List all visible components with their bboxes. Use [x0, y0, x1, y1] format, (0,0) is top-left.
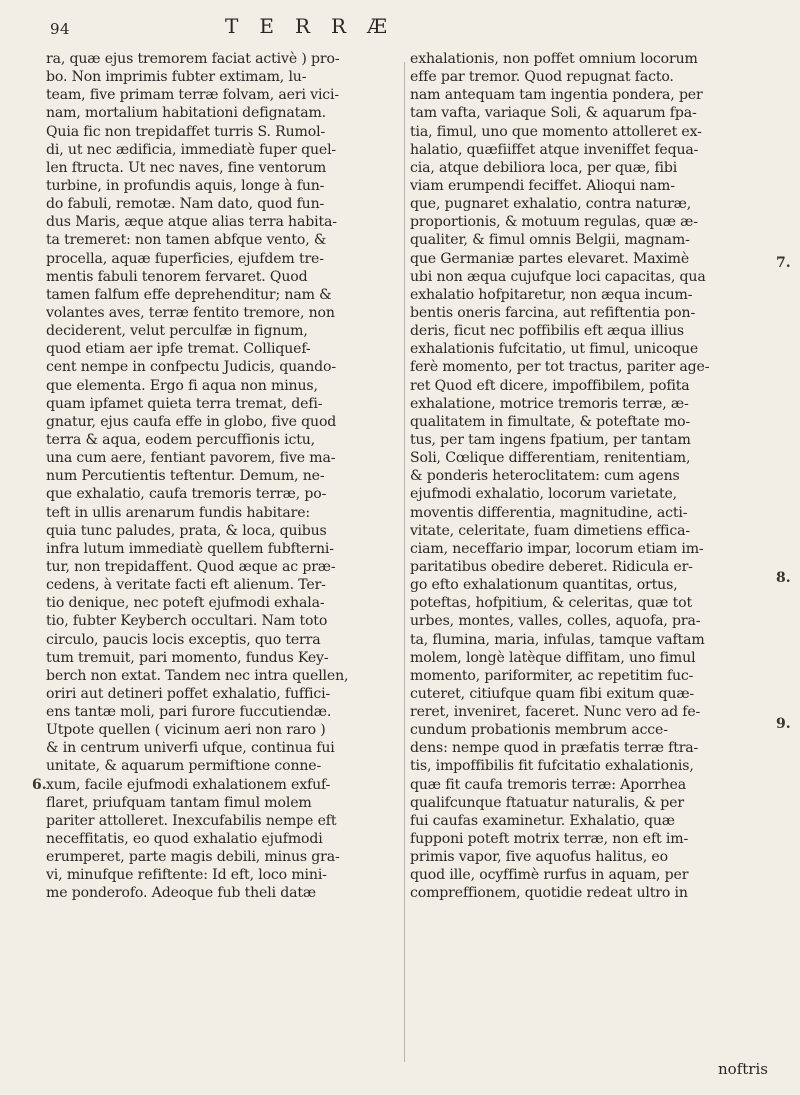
text-line: len ftructa. Ut nec naves, fine ventorum — [46, 159, 327, 176]
text-line: poteftas, hofpitium, & celeritas, quæ tot — [410, 595, 692, 612]
text-line: tus, per tam ingens fpatium, per tantam — [410, 431, 691, 448]
text-line: una cum aere, fentiant pavorem, five ma- — [46, 450, 336, 467]
text-line: que Germaniæ partes elevaret. Maximè — [410, 250, 690, 267]
text-line: circulo, paucis locis exceptis, quo terra — [46, 631, 321, 648]
text-line: num Percutientis teftentur. Demum, ne- — [46, 468, 325, 485]
column-divider — [404, 62, 405, 1062]
text-line: volantes aves, terræ fentito tremore, non — [46, 304, 335, 321]
text-line: ra, quæ ejus tremorem faciat activè ) pro- — [46, 51, 340, 67]
text-line: quod etiam aer ipfe tremat. Colliquef- — [46, 341, 311, 358]
text-line: proportionis, & motuum regulas, quæ æ- — [410, 214, 698, 231]
text-line: & ponderis heteroclitatem: cum agens — [410, 468, 680, 485]
text-line: team, five primam terræ folvam, aeri vici- — [46, 87, 340, 104]
text-line: effe par tremor. Quod repugnat facto. — [410, 69, 674, 86]
text-line: tam vafta, variaque Soli, & aquarum fpa- — [410, 105, 697, 122]
text-line: tio, fubter Keyberch occultari. Nam toto — [46, 613, 328, 630]
text-line: unitate, & aquarum permiftione conne- — [46, 758, 322, 775]
text-line: qualiter, & fimul omnis Belgii, magnam- — [410, 232, 690, 249]
text-line: nam antequam tam ingentia pondera, per — [410, 87, 703, 104]
text-line: berch non extat. Tandem nec intra quellen, — [46, 667, 349, 684]
text-line: primis vapor, five aquofus halitus, eo — [410, 849, 668, 866]
text-line: neceffitatis, eo quod exhalatio ejufmodi — [46, 831, 323, 848]
text-line: bo. Non imprimis fubter extimam, lu- — [46, 69, 307, 86]
text-line: cuteret, citiufque quam fibi exitum quæ- — [410, 685, 695, 702]
text-line: que, pugnaret exhalatio, contra naturæ, — [410, 196, 692, 213]
text-line: deciderent, velut perculfæ in fignum, — [46, 323, 308, 340]
text-line: quam ipfamet quieta terra tremat, defi- — [46, 395, 323, 412]
text-line: bentis oneris farcina, aut refiftentia pon- — [410, 304, 696, 321]
margin-note-6: 6. — [32, 777, 47, 793]
text-line: ta, flumina, maria, infulas, tamque vaftam — [410, 631, 705, 648]
text-line: nam, mortalium habitationi defignatam. — [46, 105, 326, 122]
text-line: exhalatio hofpitaretur, non æqua incum- — [410, 286, 693, 303]
text-line: tur, non trepidaffent. Quod æque ac præ- — [46, 558, 336, 575]
text-line: exhalationis, non poffet omnium locorum — [410, 51, 698, 67]
text-line: ta tremeret: non tamen abfque vento, & — [46, 232, 327, 249]
text-line: halatio, quæfiiffet atque inveniffet fequa- — [410, 141, 699, 158]
text-line: infra lutum immediatè quellem fubfterni- — [46, 540, 334, 557]
text-line: compreffionem, quotidie redeat ultro in — [410, 885, 688, 902]
text-line: moventis differentia, magnitudine, acti- — [410, 504, 688, 521]
text-line: cedens, à veritate facti eft alienum. Ter- — [46, 577, 326, 594]
text-line: quæ fit caufa tremoris terræ: Aporrhea — [410, 776, 686, 793]
catchword: noftris — [718, 1060, 768, 1078]
text-line: me ponderofo. Adeoque fub theli datæ — [46, 885, 317, 902]
text-line: procella, aquæ fuperficies, ejufdem tre- — [46, 250, 324, 267]
text-line: & in centrum univerfi ufque, continua fui — [46, 740, 335, 757]
text-line: que exhalatio, caufa tremoris terræ, po- — [46, 486, 327, 503]
text-line: Utpote quellen ( vicinum aeri non raro ) — [46, 722, 326, 739]
text-line: deris, ficut nec poffibilis eft æqua illius — [410, 323, 684, 340]
right-text-column — [410, 50, 768, 903]
text-line: go efto exhalationum quantitas, ortus, — [410, 577, 678, 594]
text-line: qualitatem in fimultate, & poteftate mo- — [410, 413, 691, 430]
text-line: qualifcunque ftatuatur naturalis, & per — [410, 794, 684, 811]
text-line: vi, minufque refiftente: Id eft, loco mini- — [46, 867, 327, 884]
text-line: cent nempe in confpectu Judicis, quando- — [46, 359, 336, 376]
text-line: mentis fabuli tenorem fervaret. Quod — [46, 268, 308, 285]
text-line: cia, atque debiliora loca, per quæ, fibi — [410, 159, 678, 176]
running-title: TERRÆ — [225, 14, 409, 38]
text-line: oriri aut detineri poffet exhalatio, fuffici- — [46, 685, 331, 702]
text-line: quod ille, ocyffimè rurfus in aquam, per — [410, 867, 689, 884]
text-line: momento, pariformiter, ac repetitim fuc- — [410, 667, 694, 684]
text-line: flaret, priufquam tantam fimul molem — [46, 794, 312, 811]
margin-note-9: 9. — [776, 716, 791, 732]
text-line: teft in ullis arenarum fundis habitare: — [46, 504, 311, 521]
text-line: ret Quod eft dicere, impoffibilem, pofita — [410, 377, 690, 394]
text-line: Quia fic non trepidaffet turris S. Rumol- — [46, 123, 326, 140]
text-line: pariter attolleret. Inexcufabilis nempe eft — [46, 812, 337, 829]
text-line: vitate, celeritate, fuam dimetiens effica- — [410, 522, 690, 539]
text-line: di, ut nec ædificia, immediatè fuper quel- — [46, 141, 337, 158]
text-line: tio denique, nec poteft ejufmodi exhala- — [46, 595, 325, 612]
text-line: fupponi poteft motrix terræ, non eft im- — [410, 831, 689, 848]
text-line: terra & aqua, eodem percuffionis ictu, — [46, 431, 315, 448]
margin-note-7: 7. — [776, 255, 791, 271]
text-line: quia tunc paludes, prata, & loca, quibus — [46, 522, 327, 539]
text-line: ejufmodi exhalatio, locorum varietate, — [410, 486, 677, 503]
text-line: que elementa. Ergo fi aqua non minus, — [46, 377, 318, 394]
text-line: ciam, neceffario impar, locorum etiam im- — [410, 540, 704, 557]
text-line: exhalatione, motrice tremoris terræ, æ- — [410, 395, 689, 412]
text-line: xum, facile ejufmodi exhalationem exfuf- — [46, 776, 331, 793]
text-line: ferè momento, per tot tractus, pariter age- — [410, 359, 710, 376]
text-line: tia, fimul, uno que momento attolleret ex- — [410, 123, 702, 140]
text-line: tum tremuit, pari momento, fundus Key- — [46, 649, 329, 666]
margin-note-8: 8. — [776, 570, 791, 586]
text-line: ens tantæ moli, pari furore fuccutiendæ. — [46, 704, 332, 721]
text-line: cundum probationis membrum acce- — [410, 722, 668, 739]
text-line: molem, longè latèque diffitam, uno fimul — [410, 649, 696, 666]
text-line: tamen falfum effe deprehenditur; nam & — [46, 286, 332, 303]
text-line: paritatibus obedire deberet. Ridicula er- — [410, 558, 693, 575]
text-line: urbes, montes, valles, colles, aquofa, pra- — [410, 613, 701, 630]
text-line: erumperet, parte magis debili, minus gra- — [46, 849, 340, 866]
text-line: ubi non æqua cujufque loci capacitas, qua — [410, 268, 706, 285]
text-line: turbine, in profundis aquis, longe à fun- — [46, 177, 325, 194]
text-line: Soli, Cœlique differentiam, renitentiam, — [410, 450, 691, 467]
text-line: dus Maris, æque atque alias terra habita- — [46, 214, 337, 231]
text-line: viam erumpendi feciffet. Alioqui nam- — [410, 177, 675, 194]
text-line: gnatur, ejus caufa effe in globo, five quod — [46, 413, 337, 430]
text-line: dens: nempe quod in præfatis terræ ftra- — [410, 740, 699, 757]
text-line: do fabuli, remotæ. Nam dato, quod fun- — [46, 196, 325, 213]
text-line: exhalationis fufcitatio, ut fimul, unicoque — [410, 341, 699, 358]
text-line: tis, impoffibilis fit fufcitatio exhalationis, — [410, 758, 694, 775]
text-line: reret, inveniret, faceret. Nunc vero ad fe- — [410, 704, 701, 721]
page-number: 94 — [50, 20, 71, 38]
left-text-column — [46, 50, 398, 903]
text-line: fui caufas examinetur. Exhalatio, quæ — [410, 812, 675, 829]
